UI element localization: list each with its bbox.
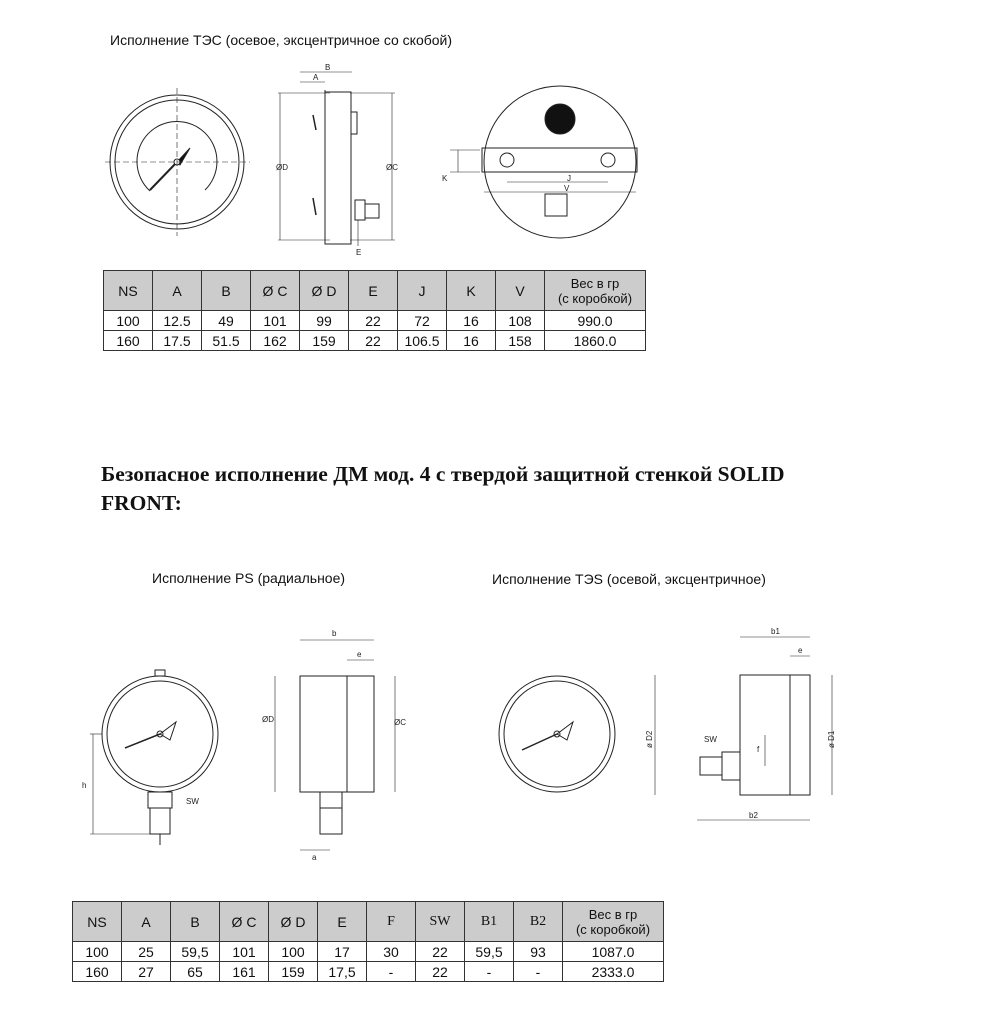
table-cell: 93 [514, 942, 563, 962]
table-cell: 16 [447, 311, 496, 331]
ps-radial-front-view [90, 670, 218, 845]
col-b: B [171, 902, 220, 942]
table-cell: 162 [251, 331, 300, 351]
tes-axial-side-view [655, 637, 832, 820]
table-cell: - [367, 962, 416, 982]
table-row [104, 311, 646, 331]
dim-label-a: a [312, 853, 317, 862]
dim-label-sw-right: SW [704, 735, 717, 744]
dim-label-D2: ØD [262, 715, 274, 724]
table-cell: 30 [367, 942, 416, 962]
table-cell: 990.0 [545, 311, 646, 331]
gauge-side-view [278, 72, 395, 246]
table-cell: 106.5 [398, 331, 447, 351]
dim-label-b: b [332, 629, 337, 638]
col-b: B [202, 271, 251, 311]
table-cell: 158 [496, 331, 545, 351]
table-cell: 159 [300, 331, 349, 351]
col-weight: Вес в гр (с коробкой) [563, 902, 664, 942]
section1-caption: Исполнение ТЭС (осевое, эксцентричное со скобой) [110, 32, 453, 48]
dim-label-K: K [442, 174, 448, 183]
col-b2: B2 [514, 902, 563, 942]
spec-table-1 [103, 270, 646, 351]
col-e: E [349, 271, 398, 311]
table-cell: 100 [269, 942, 318, 962]
section2-caption-left: Исполнение PS (радиальное) [152, 570, 346, 586]
table-cell: 72 [398, 311, 447, 331]
col-c: Ø C [220, 902, 269, 942]
dim-label-sw-left: SW [186, 797, 199, 806]
table-cell: 17,5 [318, 962, 367, 982]
table-cell: 59,5 [171, 942, 220, 962]
dim-label-A: A [313, 73, 319, 82]
dim-label-D: ØD [276, 163, 288, 172]
table-cell: 12.5 [153, 311, 202, 331]
dim-label-C: ØC [386, 163, 398, 172]
table-cell: 22 [349, 311, 398, 331]
table-cell: 22 [349, 331, 398, 351]
dim-label-V: V [564, 184, 570, 193]
table-cell: 101 [251, 311, 300, 331]
gauge-front-view [105, 88, 250, 236]
col-k: K [447, 271, 496, 311]
col-b1: B1 [465, 902, 514, 942]
table-cell: 99 [300, 311, 349, 331]
dim-label-E: E [356, 248, 362, 257]
table-cell: 65 [171, 962, 220, 982]
table-cell: 17.5 [153, 331, 202, 351]
table-cell: 51.5 [202, 331, 251, 351]
table-header-row [73, 902, 664, 942]
table-cell: 160 [73, 962, 122, 982]
dim-label-D1: ø D1 [827, 730, 836, 748]
tes-axial-front-view [499, 676, 615, 792]
dim-label-C2: ØC [394, 718, 406, 727]
dim-label-e-left: e [357, 650, 362, 659]
table-cell: - [514, 962, 563, 982]
col-e: E [318, 902, 367, 942]
dim-label-D2-right: ø D2 [645, 730, 654, 748]
table-cell: 49 [202, 311, 251, 331]
dim-label-f: f [757, 745, 760, 754]
col-ns: NS [73, 902, 122, 942]
col-d: Ø D [300, 271, 349, 311]
col-a: A [122, 902, 171, 942]
table-row [104, 331, 646, 351]
table-header-row [104, 271, 646, 311]
section-heading: Безопасное исполнение ДМ мод. 4 с твердой защитной стенкой SOLID FRONT: [101, 462, 785, 515]
col-ns: NS [104, 271, 153, 311]
table-cell: 101 [220, 942, 269, 962]
table-cell: 1087.0 [563, 942, 664, 962]
gauge-back-view [450, 86, 637, 238]
col-a: A [153, 271, 202, 311]
table-row [73, 962, 664, 982]
table-cell: 100 [104, 311, 153, 331]
table-cell: 22 [416, 962, 465, 982]
section2-caption-right: Исполнение ТЭS (осевой, эксцентричное) [492, 571, 766, 587]
col-v: V [496, 271, 545, 311]
spec-table-2 [72, 901, 664, 982]
table-cell: 161 [220, 962, 269, 982]
dim-label-e-right: e [798, 646, 803, 655]
table-cell: 27 [122, 962, 171, 982]
dim-label-b2: b2 [749, 811, 758, 820]
table-cell: 1860.0 [545, 331, 646, 351]
col-d: Ø D [269, 902, 318, 942]
table-cell: 17 [318, 942, 367, 962]
dim-label-h: h [82, 781, 87, 790]
col-j: J [398, 271, 447, 311]
col-f: F [367, 902, 416, 942]
table-cell: 108 [496, 311, 545, 331]
table-row [73, 942, 664, 962]
ps-radial-side-view [275, 640, 395, 850]
dim-label-B: B [325, 63, 331, 72]
dim-label-J: J [567, 174, 571, 183]
col-c: Ø C [251, 271, 300, 311]
table-cell: 25 [122, 942, 171, 962]
col-weight: Вес в гр (с коробкой) [545, 271, 646, 311]
col-sw: SW [416, 902, 465, 942]
table-cell: 22 [416, 942, 465, 962]
table-cell: 159 [269, 962, 318, 982]
table-cell: 100 [73, 942, 122, 962]
table-cell: 59,5 [465, 942, 514, 962]
table-cell: 160 [104, 331, 153, 351]
table-cell: 2333.0 [563, 962, 664, 982]
table-cell: - [465, 962, 514, 982]
dim-label-b1: b1 [771, 627, 780, 636]
table-cell: 16 [447, 331, 496, 351]
